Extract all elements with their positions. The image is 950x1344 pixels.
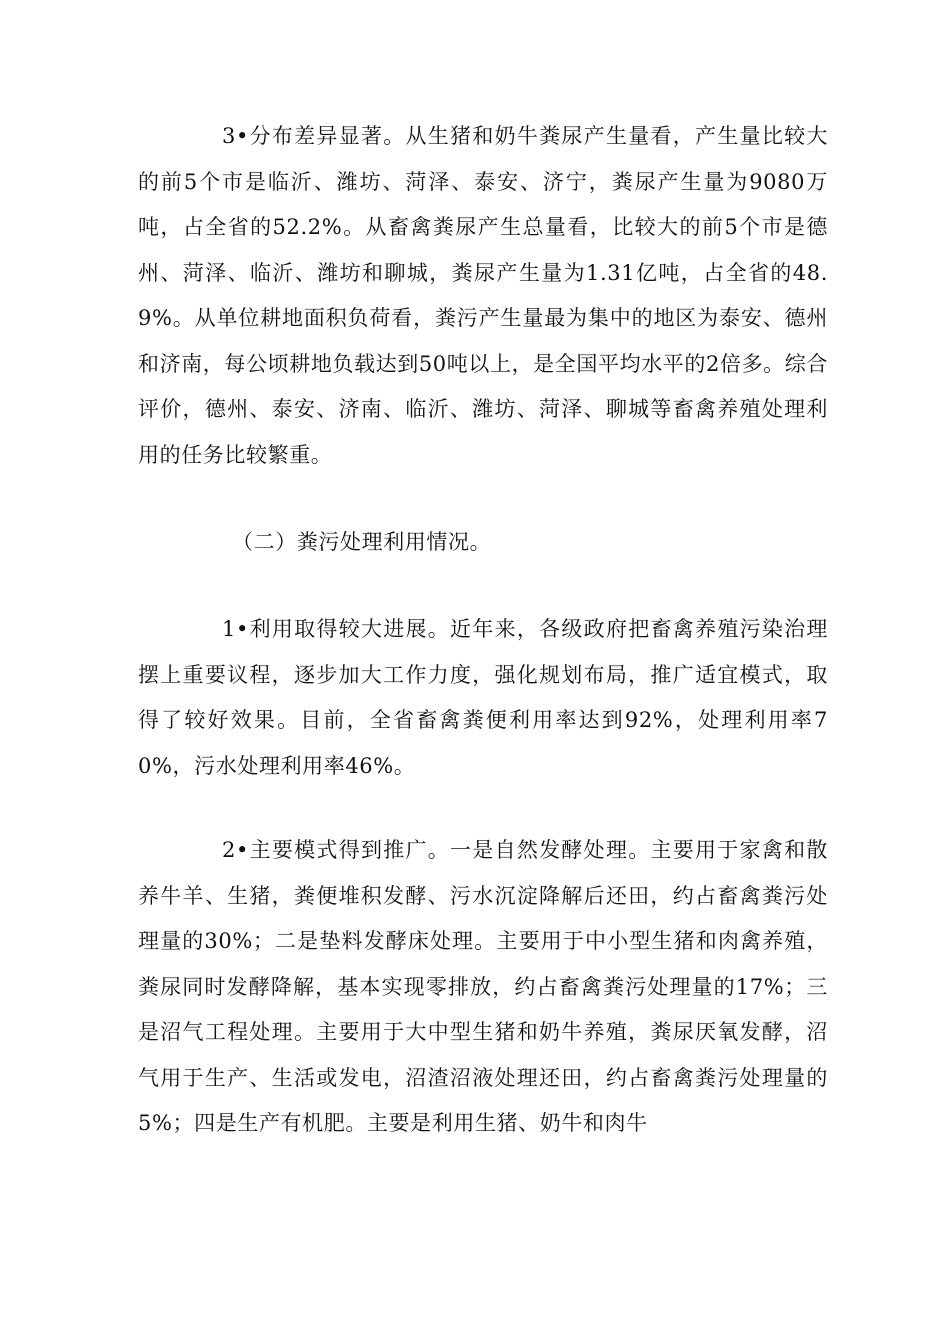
paragraph-distribution-differences: 3•分布差异显著。从生猪和奶牛粪尿产生量看，产生量比较大的前5个市是临沂、潍坊、菏泽、泰安、济宁，粪尿产生量为9080万吨，占全省的52.2%。从畜禽粪尿产生总量看，比较大的前5个市是德州、菏泽、临沂、潍坊和聊城，粪尿产生量为1.31亿吨，占全省的48.9%。从单位耕地面积负荷看，粪污产生量最为集中的地区为泰安、德州和济南，每公顷耕地负载达到50吨以上，是全国平均水平的2倍多。综合评价，德州、泰安、济南、临沂、潍坊、菏泽、聊城等畜禽养殖处理利用的任务比较繁重。: [138, 124, 828, 467]
paragraph-utilization-progress: 1•利用取得较大进展。近年来，各级政府把畜禽养殖污染治理摆上重要议程，逐步加大工作力度，强化规划布局，推广适宜模式，取得了较好效果。目前，全省畜禽粪便利用率达到92%，处理利用率70%，污水处理利用率46%。: [138, 617, 828, 778]
section-heading-manure-utilization: （二）粪污处理利用情况。: [232, 530, 492, 554]
paragraph-main-models: 2•主要模式得到推广。一是自然发酵处理。主要用于家禽和散养牛羊、生猪，粪便堆积发酵、污水沉淀降解后还田，约占畜禽粪污处理量的30%；二是垫料发酵床处理。主要用于中小型生猪和肉禽养殖，粪尿同时发酵降解，基本实现零排放，约占畜禽粪污处理量的17%；三是沼气工程处理。主要用于大中型生猪和奶牛养殖，粪尿厌氧发酵，沼气用于生产、生活或发电，沼渣沼液处理还田，约占畜禽粪污处理量的5%；四是生产有机肥。主要是利用生猪、奶牛和肉牛: [138, 838, 828, 1135]
